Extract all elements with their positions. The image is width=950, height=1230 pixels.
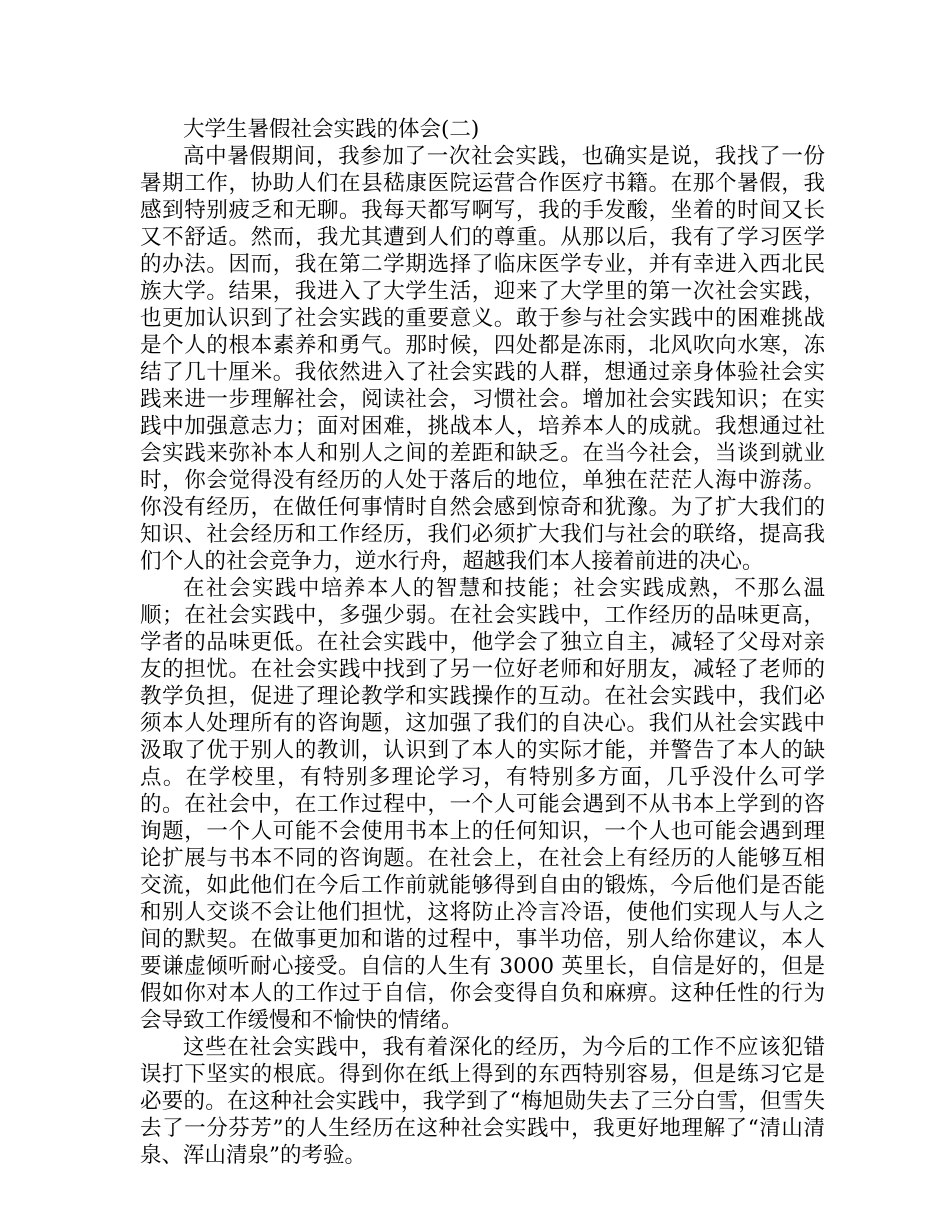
- paragraph-1: 高中暑假期间，我参加了一次社会实践，也确实是说，我找了一份暑期工作，协助人们在县嵇康医院运营合作医疗书籍。在那个暑假，我感到特别疲乏和无聊。我每天都写啊写，我的手发酸，坐着的时间又长又不舒适。然而，我尤其遭到人们的尊重。从那以后，我有了学习医学的办法。因而，我在第二学期选择了临床医学专业，并有幸进入西北民族大学。结果，我进入了大学生活，迎来了大学里的第一次社会实践，也更加认识到了社会实践的重要意义。敢于参与社会实践中的困难挑战是个人的根本素养和勇气。那时候，四处都是冻雨，北风吹向水寒，冻结了几十厘米。我依然进入了社会实践的人群，想通过亲身体验社会实践来进一步理解社会，阅读社会，习惯社会。增加社会实践知识；在实践中加强意志力；面对困难，挑战本人，培养本人的成就。我想通过社会实践来弥补本人和别人之间的差距和缺乏。在当今社会，当谈到就业时，你会觉得没有经历的人处于落后的地位，单独在茫茫人海中游荡。你没有经历，在做任何事情时自然会感到惊奇和犹豫。为了扩大我们的知识、社会经历和工作经历，我们必须扩大我们与社会的联络，提高我们个人的社会竞争力，逆水行舟，超越我们本人接着前进的决心。: [140, 144, 825, 574]
- document-title: 大学生暑假社会实践的体会(二): [183, 117, 480, 142]
- document-page: [140, 116, 825, 1169]
- paragraph-2: 在社会实践中培养本人的智慧和技能；社会实践成熟，不那么温顺；在社会实践中，多强少弱。在社会实践中，工作经历的品味更高，学者的品味更低。在社会实践中，他学会了独立自主，减轻了父母对亲友的担忧。在社会实践中找到了另一位好老师和好朋友，减轻了老师的教学负担，促进了理论教学和实践操作的互动。在社会实践中，我们必须本人处理所有的咨询题，这加强了我们的自决心。我们从社会实践中汲取了优于别人的教训，认识到了本人的实际才能，并警告了本人的缺点。在学校里，有特别多理论学习，有特别多方面，几乎没什么可学的。在社会中，在工作过程中，一个人可能会遇到不从书本上学到的咨询题，一个人可能不会使用书本上的任何知识，一个人也可能会遇到理论扩展与书本不同的咨询题。在社会上，在社会上有经历的人能够互相交流，如此他们在今后工作前就能够得到自由的锻炼，今后他们是否能和别人交谈不会让他们担忧，这将防止冷言冷语，使他们实现人与人之间的默契。在做事更加和谐的过程中，事半功倍，别人给你建议，本人要谦虚倾听耐心接受。自信的人生有 3000 英里长，自信是好的，但是假如你对本人的工作过于自信，你会变得自负和麻痹。这种任性的行为会导致工作缓慢和不愉快的情绪。: [140, 576, 825, 1033]
- paragraph-3: 这些在社会实践中，我有着深化的经历，为今后的工作不应该犯错误打下坚实的根底。得到你在纸上得到的东西特别容易，但是练习它是必要的。在这种社会实践中，我学到了“梅旭勋失去了三分白雪，但雪失去了一分芬芳”的人生经历在这种社会实践中，我更好地理解了“清山清泉、浑山清泉”的考验。: [140, 1035, 825, 1168]
